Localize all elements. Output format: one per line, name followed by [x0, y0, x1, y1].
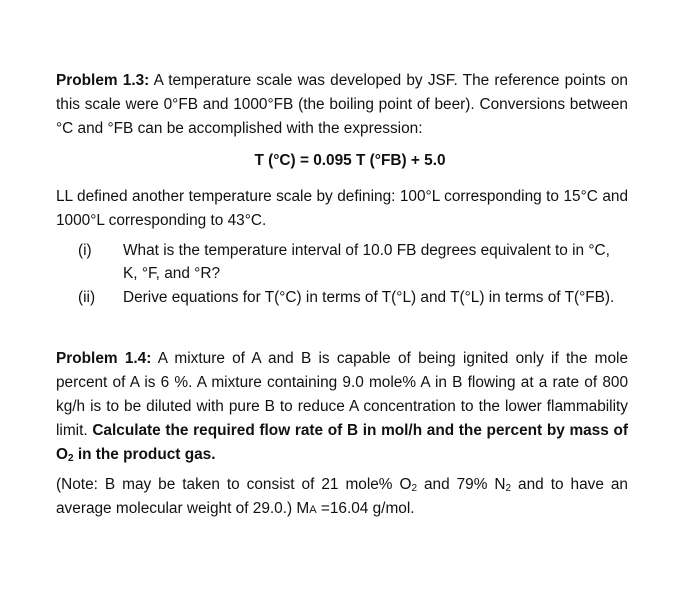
question-text: What is the temperature interval of 10.0 FB degrees equivalent to in °C, K, °F, and °R?: [123, 242, 610, 282]
subscript: 2: [67, 453, 74, 464]
ll-scale-definition: LL defined another temperature scale by defining: 100°L corresponding to 15°C and 1000°L corresponding to 43°C.: [56, 188, 628, 229]
problem-1-4-note: [56, 473, 628, 522]
question-part: in the product gas.: [73, 446, 216, 463]
question-number: (ii): [78, 289, 96, 306]
problem-1-4-statement: [56, 347, 628, 467]
note-part: and 79% N: [417, 476, 506, 493]
note-part: and to have an average molecular weight of 29.0.) M: [56, 476, 628, 517]
subscript: 2: [505, 483, 512, 494]
question-number: (i): [78, 242, 92, 259]
problem-1-3-text: A temperature scale was developed by JSF. The reference points on this scale were 0°FB and 1000°FB (the boiling point of beer). Conversions between °C and °FB can be accomplished with the expression:: [56, 72, 628, 137]
note-part: (Note: B may be taken to consist of 21 mole% O: [56, 476, 412, 493]
problem-1-3-label: Problem 1.3:: [56, 72, 150, 89]
conversion-equation: T (°C) = 0.095 T (°FB) + 5.0: [254, 152, 446, 169]
problem-1-4-question: [56, 422, 628, 463]
subscript: A: [309, 504, 317, 516]
problem-1-4-text: A mixture of A and B is capable of being ignited only if the mole percent of A is 6 %. A mixture containing 9.0 mole% A in B flowing at a rate of 800 kg/h is to be diluted with pure B to reduce A concentration to the lower flammability limit.: [56, 350, 628, 439]
problem-1-4-label: Problem 1.4:: [56, 350, 152, 367]
subscript: 2: [411, 483, 417, 494]
question-part: Calculate the required flow rate of B in mol/h and the percent by mass of O: [56, 422, 628, 463]
problem-1-3-statement: [56, 69, 628, 141]
question-text: Derive equations for T(°C) in terms of T(°L) and T(°L) in terms of T(°FB).: [123, 289, 615, 306]
note-part: =16.04 g/mol.: [316, 500, 415, 517]
